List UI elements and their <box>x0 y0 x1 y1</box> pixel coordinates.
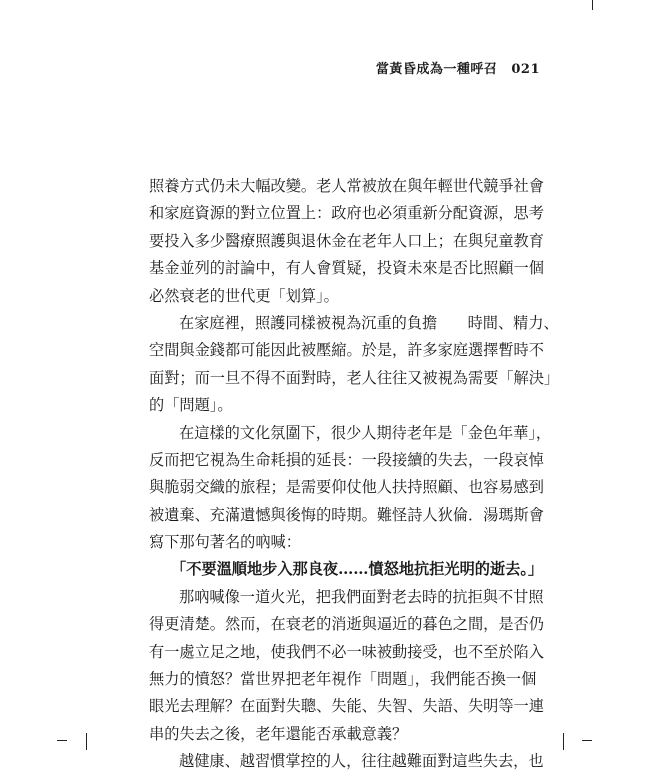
paragraph-start-line: 在家庭裡，照護同樣被視為沉重的負擔 時間、精力、 <box>179 313 559 332</box>
crop-mark-bottom-right-v <box>563 733 564 750</box>
text-line: 必然衰老的世代更「划算」。 <box>149 286 339 305</box>
crop-mark-bottom-left-v <box>86 733 87 750</box>
text-line: 照養方式仍未大幅改變。老人常被放在與年輕世代競爭社會 <box>149 177 544 195</box>
text-line: 基金並列的討論中，有人會質疑，投資未來是否比照顧一個 <box>149 259 544 278</box>
text-line: 無力的憤怒？當世界把老年視作「問題」，我們能否換一個 <box>149 670 537 689</box>
text-line: 寫下那句著名的吶喊： <box>149 533 301 552</box>
text-line: 空間與金錢都可能因此被壓縮。於是，許多家庭選擇暫時不 <box>149 341 544 360</box>
paragraph-start-line: 在這樣的文化氛圍下，很少人期待老年是「金色年華」， <box>179 423 552 442</box>
running-header-title: 當黃昏成為一種呼召 <box>375 62 498 77</box>
paragraph-start-line: 越健康、越習慣掌控的人，往往越難面對這些失去，也 <box>179 752 544 771</box>
crop-mark-bottom-left-h <box>57 740 67 741</box>
text-line: 得更清楚。然而，在衰老的消逝與逼近的暮色之間，是否仍 <box>149 615 544 634</box>
page-number: 021 <box>511 62 540 77</box>
body-text <box>149 173 560 776</box>
text-line: 有一處立足之地，使我們不必一味被動接受，也不至於陷入 <box>149 642 544 661</box>
text-line: 串的失去之後，老年還能否承載意義？ <box>149 724 408 743</box>
text-line: 與脆弱交織的旅程；是需要仰仗他人扶持照顧、也容易感到 <box>149 478 544 497</box>
block-quote: 「不要溫順地步入那良夜……憤怒地抗拒光明的逝去。」 <box>171 560 544 579</box>
text-line: 反而把它視為生命耗損的延長：一段接續的失去，一段哀悼 <box>149 450 544 469</box>
text-line: 面對；而一旦不得不面對時，老人往往又被視為需要「解決」 <box>149 368 560 387</box>
text-line: 的「問題」。 <box>149 396 233 415</box>
paragraph-start-line: 那吶喊像一道火光，把我們面對老去時的抗拒與不甘照 <box>179 587 544 606</box>
crop-mark-top <box>592 0 593 10</box>
text-line: 眼光去理解？在面對失聰、失能、失智、失語、失明等一連 <box>149 697 544 716</box>
text-line: 和家庭資源的對立位置上：政府也必須重新分配資源，思考 <box>149 204 544 223</box>
crop-mark-bottom-right-h <box>582 740 592 741</box>
text-line: 要投入多少醫療照護與退休金在老年人口上；在與兒童教育 <box>149 231 544 250</box>
text-line: 被遺棄、充滿遺憾與後悔的時期。難怪詩人狄倫．湯瑪斯會 <box>149 505 544 524</box>
running-header <box>376 58 540 77</box>
